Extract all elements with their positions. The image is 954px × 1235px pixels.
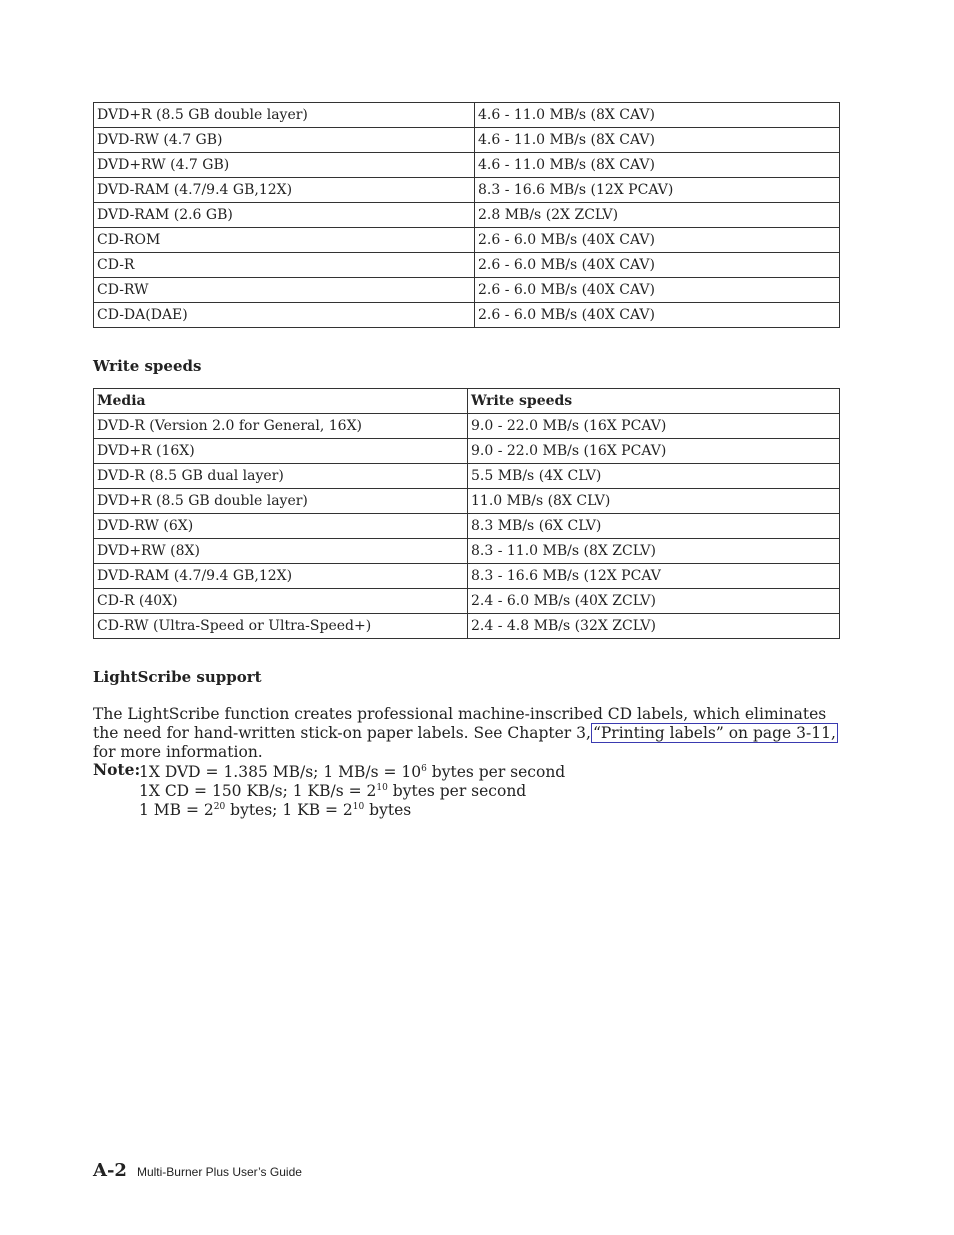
paragraph-text: The LightScribe function creates professional machine-inscribed CD labels, which eliminates the need for hand-written stick-on paper labels. See Chapter 3,	[93, 705, 827, 742]
table-row	[94, 278, 840, 303]
table-cell-media: DVD-R (8.5 GB dual layer)	[94, 464, 468, 489]
table-row	[94, 203, 840, 228]
printing-labels-link[interactable]: “Printing labels” on page 3-11,	[592, 724, 836, 742]
lightscribe-heading: LightScribe support	[93, 668, 262, 686]
table-row	[94, 153, 840, 178]
page-footer	[93, 1160, 302, 1181]
table-cell-media: DVD-R (Version 2.0 for General, 16X)	[94, 414, 468, 439]
table-cell-media: DVD-RAM (2.6 GB)	[94, 203, 475, 228]
read-speeds-table	[93, 102, 840, 328]
table-row	[94, 539, 840, 564]
table-cell-speed: 4.6 - 11.0 MB/s (8X CAV)	[475, 128, 840, 153]
table-cell-media: DVD+R (8.5 GB double layer)	[94, 103, 475, 128]
table-cell-media: DVD+RW (8X)	[94, 539, 468, 564]
table-row	[94, 464, 840, 489]
note-line-cd: 1X CD = 150 KB/s; 1 $KB/s = 2^{10}$ bytes per second	[139, 782, 527, 800]
table-cell-speed: 2.6 - 6.0 MB/s (40X CAV)	[475, 228, 840, 253]
table-cell-speed: 9.0 - 22.0 MB/s (16X PCAV)	[468, 414, 840, 439]
table-cell-media: DVD-RAM (4.7/9.4 GB,12X)	[94, 564, 468, 589]
table-cell-speed: 2.8 MB/s (2X ZCLV)	[475, 203, 840, 228]
table-cell-speed: 2.6 - 6.0 MB/s (40X CAV)	[475, 278, 840, 303]
table-cell-media: CD-R (40X)	[94, 589, 468, 614]
table-cell-media: CD-ROM	[94, 228, 475, 253]
table-cell-speed: 4.6 - 11.0 MB/s (8X CAV)	[475, 153, 840, 178]
table-cell-media: DVD+R (16X)	[94, 439, 468, 464]
table-cell-speed: 9.0 - 22.0 MB/s (16X PCAV)	[468, 439, 840, 464]
write-speeds-table	[93, 388, 840, 639]
table-cell-media: CD-DA(DAE)	[94, 303, 475, 328]
table-header-row	[94, 389, 840, 414]
table-cell-speed: 8.3 MB/s (6X CLV)	[468, 514, 840, 539]
table-cell-media: CD-R	[94, 253, 475, 278]
table-cell-speed: 8.3 - 11.0 MB/s (8X ZCLV)	[468, 539, 840, 564]
table-cell-speed: 2.4 - 4.8 MB/s (32X ZCLV)	[468, 614, 840, 639]
lightscribe-paragraph	[93, 705, 843, 762]
table-row	[94, 439, 840, 464]
page-number: A-2	[93, 1160, 127, 1181]
table-cell-media: CD-RW (Ultra-Speed or Ultra-Speed+)	[94, 614, 468, 639]
table-cell-speed: 8.3 - 16.6 MB/s (12X PCAV	[468, 564, 840, 589]
note-line-mb-kb: 1 MB = $2^{20}$ bytes; 1 KB = $2^{10}$ bytes	[139, 801, 412, 819]
table-row	[94, 589, 840, 614]
document-title: Multi-Burner Plus User’s Guide	[136, 1165, 302, 1179]
table-row	[94, 614, 840, 639]
table-row	[94, 103, 840, 128]
table-cell-media: DVD+RW (4.7 GB)	[94, 153, 475, 178]
table-cell-media: DVD-RW (4.7 GB)	[94, 128, 475, 153]
table-cell-speed: 2.4 - 6.0 MB/s (40X ZCLV)	[468, 589, 840, 614]
table-cell-speed: 11.0 MB/s (8X CLV)	[468, 489, 840, 514]
table-cell-media: DVD+R (8.5 GB double layer)	[94, 489, 468, 514]
table-cell-media: CD-RW	[94, 278, 475, 303]
table-cell-speed: 4.6 - 11.0 MB/s (8X CAV)	[475, 103, 840, 128]
table-row	[94, 228, 840, 253]
table-row	[94, 414, 840, 439]
column-header-write-speeds: Write speeds	[468, 389, 840, 414]
table-cell-media: DVD-RW (6X)	[94, 514, 468, 539]
table-cell-speed: 2.6 - 6.0 MB/s (40X CAV)	[475, 253, 840, 278]
table-row	[94, 303, 840, 328]
table-cell-speed: 5.5 MB/s (4X CLV)	[468, 464, 840, 489]
note-label: Note:	[93, 760, 141, 779]
column-header-media: Media	[94, 389, 468, 414]
table-cell-speed: 8.3 - 16.6 MB/s (12X PCAV)	[475, 178, 840, 203]
table-row	[94, 514, 840, 539]
note-line-dvd: 1X DVD = 1.385 MB/s; 1 $MB/s = 10^6$ bytes per second	[139, 763, 566, 781]
table-row	[94, 489, 840, 514]
table-cell-media: DVD-RAM (4.7/9.4 GB,12X)	[94, 178, 475, 203]
table-row	[94, 253, 840, 278]
table-row	[94, 178, 840, 203]
table-row	[94, 128, 840, 153]
table-cell-speed: 2.6 - 6.0 MB/s (40X CAV)	[475, 303, 840, 328]
write-speeds-heading: Write speeds	[93, 357, 202, 375]
table-row	[94, 564, 840, 589]
paragraph-text-end: for more information.	[93, 743, 263, 761]
